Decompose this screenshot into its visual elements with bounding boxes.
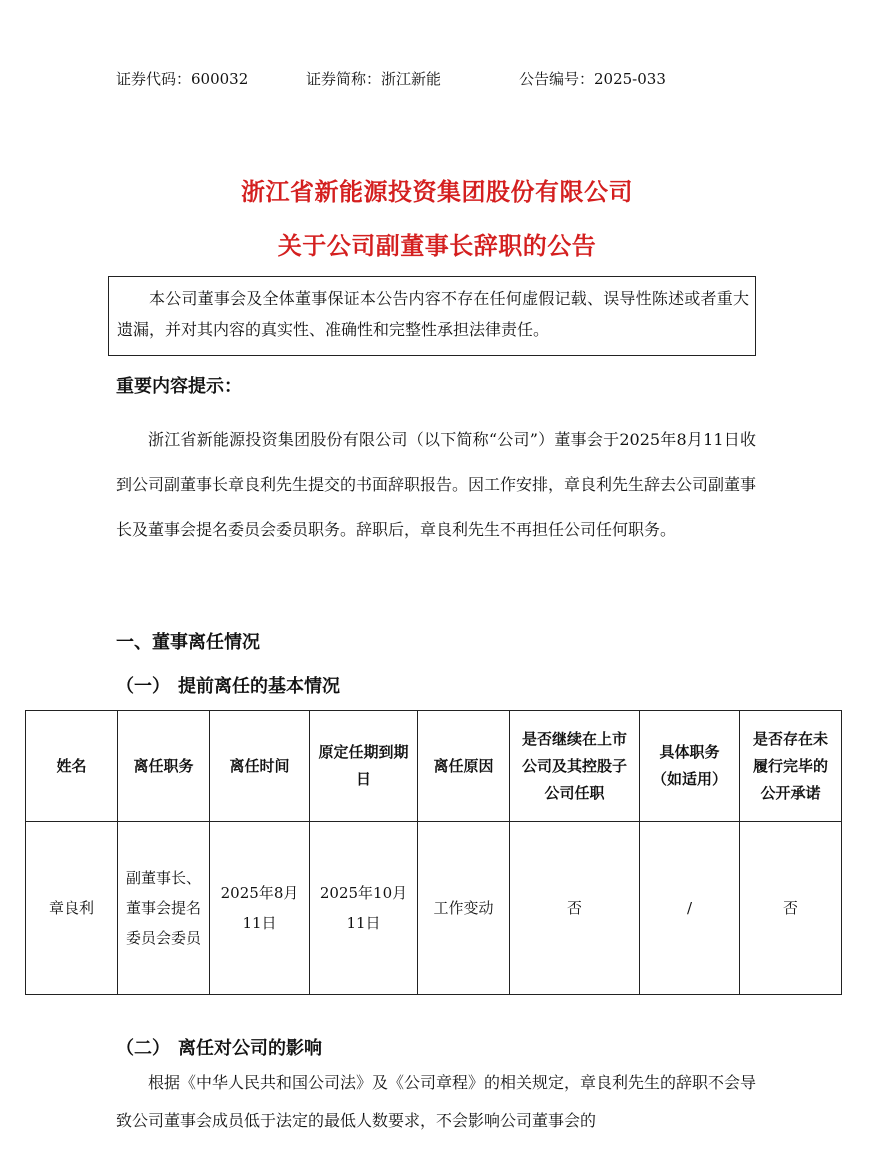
header-position: 离任职务: [118, 711, 210, 822]
stock-code: 证券代码：600032: [116, 70, 249, 88]
header-commitment: 是否存在未履行完毕的公开承诺: [740, 711, 842, 822]
notice-text: 本公司董事会及全体董事保证本公告内容不存在任何虚假记载、误导性陈述或者重大遗漏，并对其内容的真实性、准确性和完整性承担法律责任。: [117, 289, 749, 339]
section-heading: 一、董事离任情况: [116, 632, 260, 653]
table-header-row: [26, 711, 842, 822]
cell-resign-date: 2025年8月11日: [210, 822, 310, 995]
subsection-heading: [116, 672, 340, 698]
cell-commitment: 否: [740, 822, 842, 995]
announcement-header: [116, 68, 666, 89]
important-heading: 重要内容提示：: [116, 376, 242, 397]
cell-specific-role: /: [640, 822, 740, 995]
announcement-number: 公告编号：2025-033: [519, 70, 666, 88]
table-row: [26, 822, 842, 995]
important-paragraph: 浙江省新能源投资集团股份有限公司（以下简称“公司”）董事会于2025年8月11日收到公司副董事长章良利先生提交的书面辞职报告。因工作安排，章良利先生辞去公司副董事长及董事会提名委员会委员职务。辞职后，章良利先生不再担任公司任何职务。: [116, 430, 757, 539]
subsection-number-2: （二）: [116, 1038, 170, 1059]
header-resign-date: 离任时间: [210, 711, 310, 822]
subsection-title-2: 离任对公司的影响: [178, 1038, 322, 1059]
subsection-number: （一）: [116, 676, 170, 697]
impact-paragraph: 根据《中华人民共和国公司法》及《公司章程》的相关规定，章良利先生的辞职不会导致公司董事会成员低于法定的最低人数要求，不会影响公司董事会的: [116, 1073, 757, 1130]
cell-name: 章良利: [26, 822, 118, 995]
cell-position: 副董事长、董事会提名委员会委员: [118, 822, 210, 995]
cell-term-end: 2025年10月11日: [310, 822, 418, 995]
header-name: 姓名: [26, 711, 118, 822]
cell-continue: 否: [510, 822, 640, 995]
cell-reason: 工作变动: [418, 822, 510, 995]
resignation-table: [25, 710, 842, 995]
header-continue: 是否继续在上市公司及其控股子公司任职: [510, 711, 640, 822]
company-title: 浙江省新能源投资集团股份有限公司: [241, 178, 633, 206]
subsection-title: 提前离任的基本情况: [178, 676, 340, 697]
board-guarantee-notice: [108, 276, 756, 356]
announcement-title: 关于公司副董事长辞职的公告: [277, 232, 597, 260]
subsection-heading-2: [116, 1034, 322, 1060]
header-specific-role: 具体职务（如适用）: [640, 711, 740, 822]
header-reason: 离任原因: [418, 711, 510, 822]
header-term-end: 原定任期到期日: [310, 711, 418, 822]
stock-abbr: 证券简称：浙江新能: [306, 70, 442, 88]
